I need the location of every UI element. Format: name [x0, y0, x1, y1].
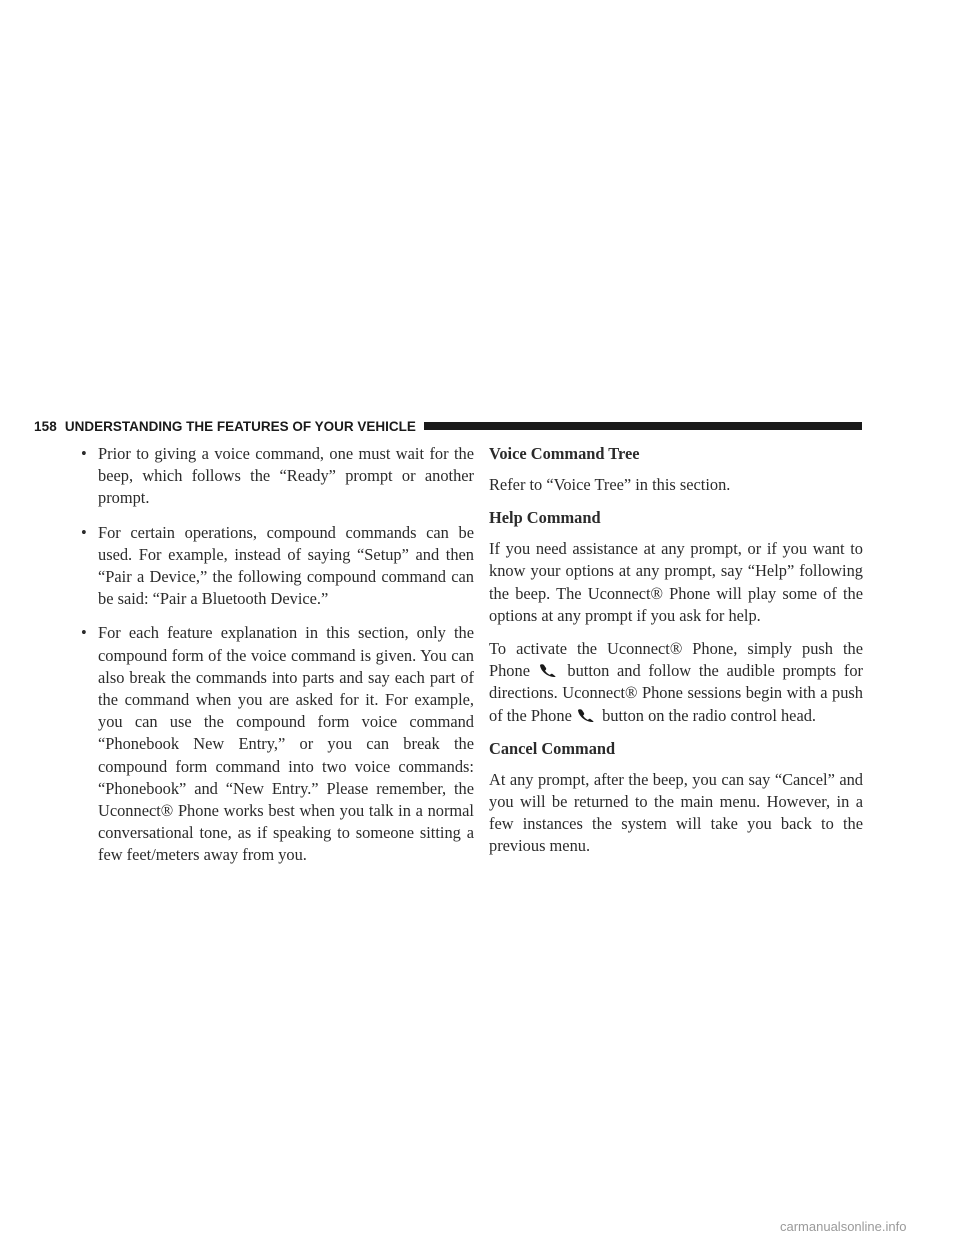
bullet-icon: • — [81, 623, 87, 643]
voice-tree-heading: Voice Command Tree — [489, 444, 640, 463]
watermark: carmanualsonline.info — [780, 1219, 907, 1234]
help-command-heading: Help Command — [489, 508, 601, 528]
page-number: 158 — [34, 418, 57, 434]
cancel-command-heading: Cancel Command — [489, 738, 616, 758]
voice-tree-text: Refer to “Voice Tree” in this section. — [489, 475, 731, 494]
bullet-icon: • — [81, 444, 87, 463]
right-column — [489, 443, 863, 869]
bullet-list — [81, 443, 474, 867]
bullet-item: • Prior to giving a voice command, one must wait for the beep, which follows the “Ready” prompt or another prompt. — [81, 444, 474, 508]
page-header — [34, 416, 862, 436]
bullet-item: • For certain operations, compound commands can be used. For example, instead of saying “Setup” and then “Pair a Device,” the following compound command can be said: “Pair a Bluetooth Device.” — [81, 522, 474, 609]
phone-icon — [576, 708, 598, 722]
bullet-icon: • — [81, 522, 87, 542]
cancel-command-text: At any prompt, after the beep, you can say “Cancel” and you will be returned to the main menu. However, in a few instances the system will take you back to the previous menu. — [489, 769, 863, 856]
left-column — [81, 443, 474, 879]
section-title: UNDERSTANDING THE FEATURES OF YOUR VEHICLE — [64, 418, 416, 434]
header-rule — [424, 422, 862, 430]
phone-icon — [538, 663, 560, 677]
bullet-item: • For each feature explanation in this section, only the compound form of the voice command is given. You can also break the commands into parts and say each part of the command when you are asked for it. For example, you can use the compound form voice command “Phonebook New Entry,” or you can break the compound form command into two voice commands: “Phonebook” and “New Entry.” Please remember, the Uconnect® Phone works best when you talk in a normal conversational tone, as if speaking to someone sitting a few feet/meters away from you. — [81, 623, 474, 865]
help-activate-text: To activate the Uconnect® Phone, simply push the Phone button and follow the audible prompts for directions. Uconnect® Phone sessions begin with a push of the Phone button on the radio control head. — [489, 639, 863, 725]
help-command-text: If you need assistance at any prompt, or if you want to know your options at any prompt, say “Help” following the beep. The Uconnect® Phone will play some of the options at any prompt if you ask for help. — [489, 539, 863, 625]
